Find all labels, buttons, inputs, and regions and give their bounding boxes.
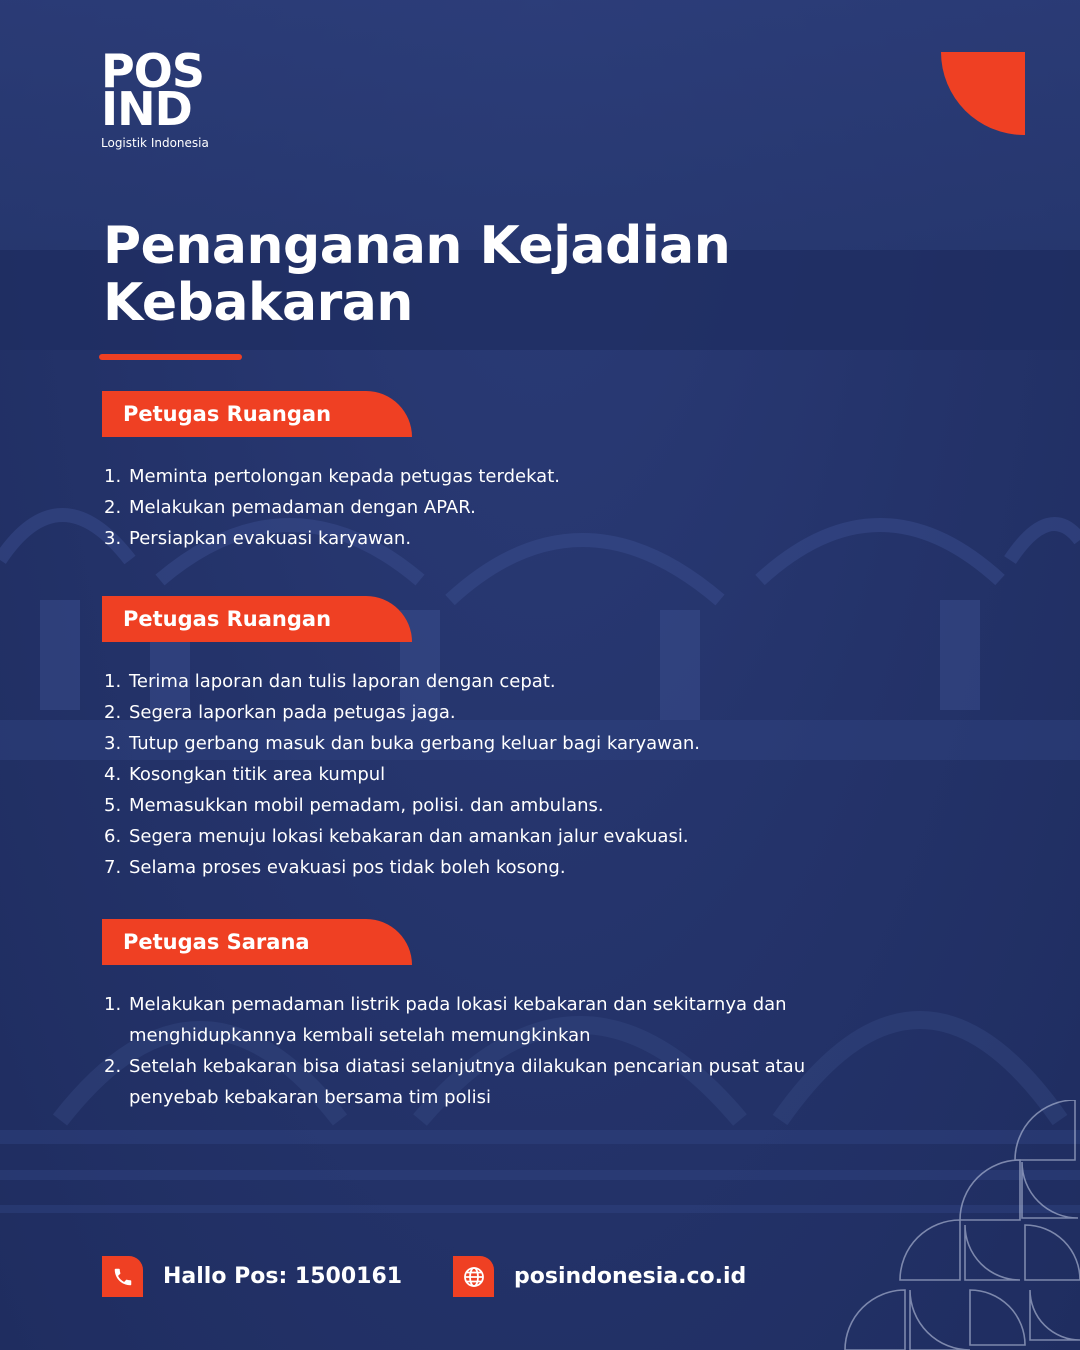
list-item bbox=[104, 852, 874, 883]
list-item-number: 1. bbox=[104, 466, 122, 487]
list-item-text: Kosongkan titik area kumpul bbox=[129, 764, 386, 785]
list-item bbox=[104, 697, 874, 728]
list-item bbox=[104, 461, 874, 492]
list-item-number: 2. bbox=[104, 497, 122, 518]
list-item-text: Tutup gerbang masuk dan buka gerbang keluar bagi karyawan. bbox=[129, 733, 701, 754]
list-item-number: 4. bbox=[104, 764, 122, 785]
list-item-number: 3. bbox=[104, 528, 122, 549]
title-underline bbox=[99, 354, 242, 360]
section-1-list bbox=[104, 461, 874, 554]
posind-logo bbox=[101, 44, 209, 150]
list-item bbox=[104, 821, 874, 852]
list-item-number: 3. bbox=[104, 733, 122, 754]
logo-line-1: POS bbox=[101, 44, 204, 98]
list-item-number: 7. bbox=[104, 857, 122, 878]
list-item bbox=[104, 728, 874, 759]
phone-icon bbox=[102, 1256, 143, 1297]
list-item bbox=[104, 666, 874, 697]
list-item-text: Melakukan pemadaman dengan APAR. bbox=[129, 497, 476, 518]
section-heading-1: Petugas Ruangan bbox=[102, 391, 412, 437]
section-3-list bbox=[104, 989, 874, 1113]
decorative-pattern bbox=[760, 1100, 1080, 1350]
list-item-text: Segera menuju lokasi kebakaran dan amankan jalur evakuasi. bbox=[129, 826, 689, 847]
footer-website[interactable] bbox=[453, 1256, 746, 1297]
list-item-text: Memasukkan mobil pemadam, polisi. dan ambulans. bbox=[129, 795, 604, 816]
section-heading-2: Petugas Ruangan bbox=[102, 596, 412, 642]
list-item-text: Segera laporkan pada petugas jaga. bbox=[129, 702, 456, 723]
list-item-number: 1. bbox=[104, 994, 122, 1015]
logo-line-2: IND bbox=[101, 82, 192, 136]
logo-mark bbox=[101, 44, 209, 136]
list-item-text: Persiapkan evakuasi karyawan. bbox=[129, 528, 412, 549]
logo-tagline: Logistik Indonesia bbox=[101, 136, 209, 150]
list-item bbox=[104, 759, 874, 790]
list-item-text: Terima laporan dan tulis laporan dengan cepat. bbox=[129, 671, 556, 692]
phone-label: Hallo Pos: 1500161 bbox=[163, 1264, 403, 1289]
globe-icon bbox=[453, 1256, 494, 1297]
list-item-number: 1. bbox=[104, 671, 122, 692]
list-item-text: Selama proses evakuasi pos tidak boleh kosong. bbox=[129, 857, 566, 878]
list-item bbox=[104, 989, 874, 1051]
list-item-text: Melakukan pemadaman listrik pada lokasi kebakaran dan sekitarnya dan menghidupkannya kembali setelah memungkinkan bbox=[129, 994, 787, 1046]
section-2-list bbox=[104, 666, 874, 883]
website-label: posindonesia.co.id bbox=[514, 1264, 747, 1289]
list-item bbox=[104, 1051, 874, 1113]
list-item bbox=[104, 492, 874, 523]
page-title: Penanganan Kejadian Kebakaran bbox=[103, 216, 731, 333]
section-heading-3: Petugas Sarana bbox=[102, 919, 412, 965]
list-item-number: 6. bbox=[104, 826, 122, 847]
list-item bbox=[104, 523, 874, 554]
footer-phone[interactable] bbox=[102, 1256, 402, 1297]
list-item-text: Setelah kebakaran bisa diatasi selanjutnya dilakukan pencarian pusat atau penyebab kebakaran bersama tim polisi bbox=[129, 1056, 806, 1108]
list-item bbox=[104, 790, 874, 821]
list-item-text: Meminta pertolongan kepada petugas terdekat. bbox=[129, 466, 560, 487]
list-item-number: 2. bbox=[104, 702, 122, 723]
list-item-number: 2. bbox=[104, 1056, 122, 1077]
list-item-number: 5. bbox=[104, 795, 122, 816]
